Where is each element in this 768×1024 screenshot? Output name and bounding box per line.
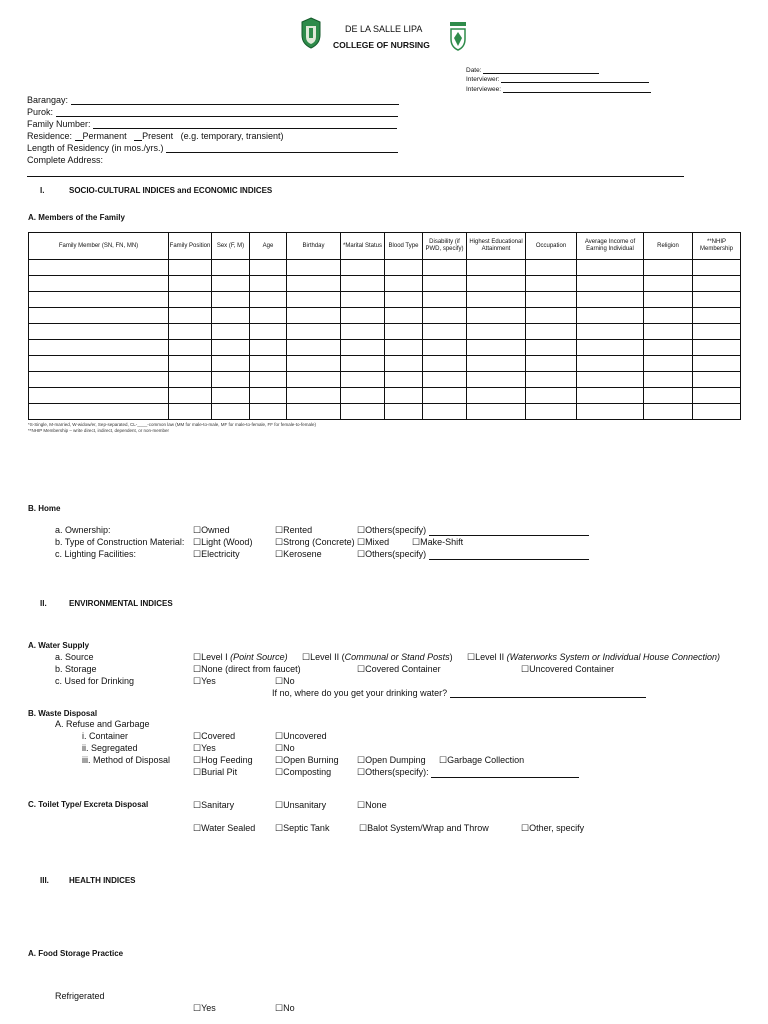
table-cell[interactable] [385, 292, 423, 308]
water-level3-checkbox[interactable]: ☐ Level II (Waterworks System or Individual House Connection) [467, 652, 720, 663]
column-header: Religion [644, 233, 693, 260]
table-cell[interactable] [29, 372, 169, 388]
table-cell[interactable] [423, 308, 467, 324]
table-cell[interactable] [693, 404, 741, 420]
toilet-sanitary-checkbox[interactable]: ☐ Sanitary [193, 800, 234, 811]
table-cell[interactable] [169, 324, 212, 340]
table-cell[interactable] [341, 356, 385, 372]
water-storage-label: b. Storage [55, 664, 97, 674]
table-cell[interactable] [385, 260, 423, 276]
table-cell[interactable] [250, 372, 287, 388]
table-cell[interactable] [341, 292, 385, 308]
method-open-burning-checkbox[interactable]: ☐ Open Burning [275, 755, 339, 766]
table-cell[interactable] [423, 324, 467, 340]
table-cell[interactable] [467, 372, 526, 388]
table-cell[interactable] [29, 404, 169, 420]
refrigerated-label: Refrigerated [55, 991, 105, 1001]
toilet-none-checkbox[interactable]: ☐ None [357, 800, 387, 811]
table-cell[interactable] [29, 292, 169, 308]
table-cell[interactable] [287, 276, 341, 292]
barangay-field[interactable]: Barangay: [27, 95, 399, 105]
table-cell[interactable] [467, 404, 526, 420]
table-cell[interactable] [577, 308, 644, 324]
table-cell[interactable] [385, 404, 423, 420]
table-cell[interactable] [644, 292, 693, 308]
table-cell[interactable] [467, 388, 526, 404]
interviewee-line[interactable]: Interviewee: [466, 84, 651, 93]
school-seal-icon [300, 17, 322, 49]
table-cell[interactable] [212, 260, 250, 276]
table-row [29, 404, 741, 420]
section-3-title: HEALTH INDICES [69, 876, 136, 885]
table-cell[interactable] [250, 324, 287, 340]
container-label: i. Container [82, 731, 129, 741]
table-cell[interactable] [526, 324, 577, 340]
table-cell[interactable] [212, 308, 250, 324]
table-cell[interactable] [212, 388, 250, 404]
method-open-dumping-checkbox[interactable]: ☐ Open Dumping [357, 755, 426, 766]
table-header-row [29, 233, 741, 260]
table-cell[interactable] [423, 356, 467, 372]
water-level2-checkbox[interactable]: ☐ Level II (Communal or Stand Posts) [302, 652, 453, 663]
column-header: Age [250, 233, 287, 260]
construction-light-checkbox[interactable]: ☐ Light (Wood) [193, 537, 252, 548]
school-name: DE LA SALLE LIPA [345, 24, 423, 34]
table-cell[interactable] [577, 292, 644, 308]
table-cell[interactable] [423, 340, 467, 356]
table-cell[interactable] [287, 340, 341, 356]
table-cell[interactable] [212, 324, 250, 340]
table-cell[interactable] [644, 388, 693, 404]
table-cell[interactable] [212, 292, 250, 308]
table-cell[interactable] [693, 372, 741, 388]
table-cell[interactable] [693, 340, 741, 356]
table-cell[interactable] [423, 388, 467, 404]
table-cell[interactable] [526, 356, 577, 372]
lighting-kerosene-checkbox[interactable]: ☐ Kerosene [275, 549, 322, 560]
container-covered-checkbox[interactable]: ☐ Covered [193, 731, 235, 742]
column-header: Disability (if PWD, specify) [423, 233, 467, 260]
table-cell[interactable] [577, 340, 644, 356]
table-cell[interactable] [341, 324, 385, 340]
table-cell[interactable] [169, 308, 212, 324]
table-cell[interactable] [341, 276, 385, 292]
table-cell[interactable] [169, 260, 212, 276]
table-cell[interactable] [29, 356, 169, 372]
table-cell[interactable] [644, 404, 693, 420]
table-cell[interactable] [467, 292, 526, 308]
table-cell[interactable] [212, 276, 250, 292]
water-level1-checkbox[interactable]: ☐ Level I (Point Source) [193, 652, 288, 663]
table-cell[interactable] [169, 404, 212, 420]
table-cell[interactable] [169, 340, 212, 356]
home-heading: B. Home [28, 504, 61, 513]
table-row [29, 340, 741, 356]
table-cell[interactable] [467, 324, 526, 340]
method-garbage-collection-checkbox[interactable]: ☐ Garbage Collection [439, 755, 524, 766]
table-cell[interactable] [385, 388, 423, 404]
construction-label: b. Type of Construction Material: [55, 537, 185, 547]
table-cell[interactable] [287, 292, 341, 308]
table-cell[interactable] [169, 388, 212, 404]
table-cell[interactable] [526, 372, 577, 388]
column-header: Blood Type [385, 233, 423, 260]
table-row [29, 372, 741, 388]
table-cell[interactable] [169, 356, 212, 372]
drinking-yes-checkbox[interactable]: ☐ Yes [193, 676, 216, 687]
table-cell[interactable] [693, 388, 741, 404]
column-header: Highest Educational Attainment [467, 233, 526, 260]
complete-address-label: Complete Address: [27, 155, 104, 165]
table-cell[interactable] [385, 356, 423, 372]
length-of-residency-field[interactable]: Length of Residency (in mos./yrs.) [27, 143, 398, 153]
table-cell[interactable] [385, 372, 423, 388]
section-1-title: SOCIO-CULTURAL INDICES and ECONOMIC INDICES [69, 186, 273, 195]
table-cell[interactable] [423, 372, 467, 388]
column-header: Occupation [526, 233, 577, 260]
construction-strong-checkbox[interactable]: ☐ Strong (Concrete) [275, 537, 355, 548]
table-cell[interactable] [341, 404, 385, 420]
table-row [29, 356, 741, 372]
table-cell[interactable] [423, 276, 467, 292]
ownership-owned-checkbox[interactable]: ☐ Owned [193, 525, 230, 536]
table-cell[interactable] [212, 372, 250, 388]
table-cell[interactable] [577, 276, 644, 292]
table-cell[interactable] [577, 260, 644, 276]
family-members-table [28, 232, 741, 420]
column-header: Average Income of Earning Individual [577, 233, 644, 260]
waste-disposal-heading: B. Waste Disposal [28, 709, 98, 718]
table-cell[interactable] [423, 404, 467, 420]
table-cell[interactable] [526, 388, 577, 404]
footnote-nhip: **NHIP Membership – write direct, indirect, dependent, or non-member [28, 428, 169, 433]
toilet-water-sealed-checkbox[interactable]: ☐ Water Sealed [193, 823, 255, 834]
table-cell[interactable] [577, 404, 644, 420]
table-cell[interactable] [644, 340, 693, 356]
ownership-label: a. Ownership: [55, 525, 111, 535]
column-header: Sex (F, M) [212, 233, 250, 260]
address-line[interactable] [27, 168, 684, 177]
table-cell[interactable] [250, 292, 287, 308]
table-cell[interactable] [526, 260, 577, 276]
table-cell[interactable] [385, 324, 423, 340]
water-supply-heading: A. Water Supply [28, 641, 90, 650]
table-cell[interactable] [29, 308, 169, 324]
table-cell[interactable] [467, 308, 526, 324]
interviewer-line[interactable]: Interviewer: [466, 74, 649, 83]
table-cell[interactable] [644, 260, 693, 276]
column-header: Family Position [169, 233, 212, 260]
table-cell[interactable] [526, 340, 577, 356]
table-row [29, 324, 741, 340]
column-header: Birthday [287, 233, 341, 260]
storage-covered-checkbox[interactable]: ☐ Covered Container [357, 664, 441, 675]
refrigerated-no-checkbox[interactable]: ☐ No [275, 1003, 295, 1014]
ownership-others-checkbox[interactable]: ☐ Others(specify) [357, 525, 589, 536]
table-cell[interactable] [526, 276, 577, 292]
section-3-number: III. [40, 876, 49, 885]
section-1-number: I. [40, 186, 45, 195]
segregated-label: ii. Segregated [82, 743, 138, 753]
table-cell[interactable] [385, 340, 423, 356]
storage-none-checkbox[interactable]: ☐ None (direct from faucet) [193, 664, 301, 675]
table-cell[interactable] [29, 276, 169, 292]
date-line[interactable]: Date: [466, 65, 599, 74]
lighting-label: c. Lighting Facilities: [55, 549, 137, 559]
table-cell[interactable] [577, 356, 644, 372]
table-cell[interactable] [341, 388, 385, 404]
refrigerated-yes-checkbox[interactable]: ☐ Yes [193, 1003, 216, 1014]
section-2-number: II. [40, 599, 47, 608]
table-cell[interactable] [644, 372, 693, 388]
refuse-label: A. Refuse and Garbage [55, 719, 150, 729]
table-cell[interactable] [467, 356, 526, 372]
table-cell[interactable] [693, 356, 741, 372]
table-cell[interactable] [169, 372, 212, 388]
table-cell[interactable] [341, 372, 385, 388]
container-uncovered-checkbox[interactable]: ☐ Uncovered [275, 731, 327, 742]
table-cell[interactable] [169, 292, 212, 308]
table-cell[interactable] [644, 356, 693, 372]
table-cell[interactable] [287, 308, 341, 324]
table-cell[interactable] [287, 260, 341, 276]
toilet-unsanitary-checkbox[interactable]: ☐ Unsanitary [275, 800, 326, 811]
table-cell[interactable] [250, 340, 287, 356]
column-header: Family Member (SN, FN, MN) [29, 233, 169, 260]
table-cell[interactable] [693, 292, 741, 308]
column-header: **NHIP Membership [693, 233, 741, 260]
table-row [29, 388, 741, 404]
toilet-septic-tank-checkbox[interactable]: ☐ Septic Tank [275, 823, 329, 834]
purok-field[interactable]: Purok: [27, 107, 398, 117]
table-cell[interactable] [341, 340, 385, 356]
table-cell[interactable] [29, 324, 169, 340]
table-cell[interactable] [250, 276, 287, 292]
table-cell[interactable] [644, 276, 693, 292]
table-cell[interactable] [287, 372, 341, 388]
method-composting-checkbox[interactable]: ☐ Composting [275, 767, 331, 778]
table-cell[interactable] [693, 276, 741, 292]
table-cell[interactable] [526, 292, 577, 308]
table-cell[interactable] [287, 356, 341, 372]
table-cell[interactable] [212, 404, 250, 420]
construction-mixed-checkbox[interactable]: ☐ Mixed [357, 537, 389, 548]
food-storage-heading: A. Food Storage Practice [28, 949, 124, 958]
drinking-source-field[interactable]: If no, where do you get your drinking water? [272, 688, 646, 698]
table-cell[interactable] [341, 260, 385, 276]
table-cell[interactable] [385, 308, 423, 324]
residence-field[interactable]: Residence: Permanent Present (e.g. temporary, transient) [27, 131, 284, 141]
footnote-marital: *S-Single, M-married, W-widow/er, Sep-separated, CL-____-common law (MM for male-to-male, MF for male-to-female, FF for female-to-female) [28, 422, 316, 427]
table-cell[interactable] [212, 340, 250, 356]
water-source-label: a. Source [55, 652, 94, 662]
table-cell[interactable] [693, 260, 741, 276]
table-cell[interactable] [250, 388, 287, 404]
table-cell[interactable] [577, 388, 644, 404]
table-cell[interactable] [212, 356, 250, 372]
table-cell[interactable] [693, 324, 741, 340]
family-number-field[interactable]: Family Number: [27, 119, 397, 129]
table-cell[interactable] [29, 340, 169, 356]
toilet-heading: C. Toilet Type/ Excreta Disposal [28, 800, 149, 809]
table-cell[interactable] [423, 292, 467, 308]
table-cell[interactable] [644, 308, 693, 324]
table-cell[interactable] [526, 308, 577, 324]
method-hog-feeding-checkbox[interactable]: ☐ Hog Feeding [193, 755, 253, 766]
table-cell[interactable] [693, 308, 741, 324]
table-cell[interactable] [467, 340, 526, 356]
table-cell[interactable] [29, 260, 169, 276]
table-cell[interactable] [467, 260, 526, 276]
table-row [29, 292, 741, 308]
table-cell[interactable] [341, 308, 385, 324]
table-cell[interactable] [577, 372, 644, 388]
lighting-others-checkbox[interactable]: ☐ Others(specify) [357, 549, 589, 560]
segregated-no-checkbox[interactable]: ☐ No [275, 743, 295, 754]
method-others-checkbox[interactable]: ☐ Others(specify): [357, 767, 579, 778]
table-cell[interactable] [423, 260, 467, 276]
table-cell[interactable] [287, 324, 341, 340]
members-heading: A. Members of the Family [28, 213, 125, 222]
ownership-rented-checkbox[interactable]: ☐ Rented [275, 525, 312, 536]
column-header: *Marital Status [341, 233, 385, 260]
method-label: iii. Method of Disposal [82, 755, 171, 765]
table-cell[interactable] [169, 276, 212, 292]
table-cell[interactable] [250, 356, 287, 372]
nursing-seal-icon [448, 22, 468, 52]
table-cell[interactable] [287, 388, 341, 404]
table-cell[interactable] [385, 276, 423, 292]
table-row [29, 260, 741, 276]
table-cell[interactable] [644, 324, 693, 340]
college-name: COLLEGE OF NURSING [333, 40, 430, 50]
toilet-balot-checkbox[interactable]: ☐ Balot System/Wrap and Throw [359, 823, 489, 834]
table-row [29, 276, 741, 292]
table-cell[interactable] [250, 260, 287, 276]
segregated-yes-checkbox[interactable]: ☐ Yes [193, 743, 216, 754]
drinking-no-checkbox[interactable]: ☐ No [275, 676, 295, 687]
section-2-title: ENVIRONMENTAL INDICES [69, 599, 173, 608]
table-cell[interactable] [467, 276, 526, 292]
table-cell[interactable] [250, 404, 287, 420]
drinking-label: c. Used for Drinking [55, 676, 135, 686]
table-cell[interactable] [577, 324, 644, 340]
table-cell[interactable] [250, 308, 287, 324]
table-cell[interactable] [29, 388, 169, 404]
table-cell[interactable] [526, 404, 577, 420]
method-burial-pit-checkbox[interactable]: ☐ Burial Pit [193, 767, 237, 778]
construction-makeshift-checkbox[interactable]: ☐ Make-Shift [412, 537, 463, 548]
lighting-electricity-checkbox[interactable]: ☐ Electricity [193, 549, 240, 560]
toilet-other-checkbox[interactable]: ☐ Other, specify [521, 823, 584, 834]
table-row [29, 308, 741, 324]
storage-uncovered-checkbox[interactable]: ☐ Uncovered Container [521, 664, 614, 675]
table-cell[interactable] [287, 404, 341, 420]
